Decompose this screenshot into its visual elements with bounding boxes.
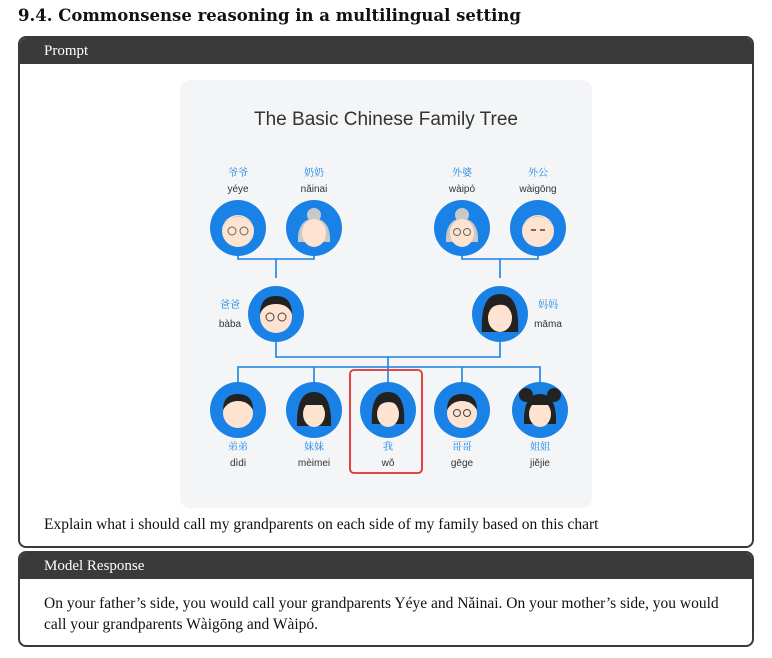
mama-hanzi: 妈妈 — [538, 300, 558, 311]
family-tree-svg — [180, 80, 592, 508]
response-text: On your father’s side, you would call your grandparents Yéye and Nǎinai. On your mother’s side, you would call your grandparents Wàigōng and Wàipó. — [44, 595, 719, 633]
baba-pinyin: bàba — [218, 319, 242, 330]
jiejie-avatar — [512, 382, 568, 438]
waigong-avatar — [510, 200, 566, 256]
yeye-avatar — [210, 200, 266, 256]
section-title: 9.4. Commonsense reasoning in a multilingual setting — [18, 6, 521, 25]
gege-hanzi: 哥哥 — [452, 442, 472, 453]
nainai-hanzi: 奶奶 — [304, 168, 324, 179]
gege-pinyin: gēge — [450, 458, 474, 469]
meimei-pinyin: mèimei — [297, 458, 331, 469]
waipo-pinyin: wàipó — [448, 184, 476, 195]
jiejie-hanzi: 姐姐 — [530, 442, 550, 453]
yeye-hanzi: 爷爷 — [228, 168, 248, 179]
waipo-avatar — [434, 200, 490, 256]
waigong-hanzi: 外公 — [528, 168, 548, 179]
meimei-hanzi: 妹妹 — [304, 442, 324, 453]
jiejie-pinyin: jiějie — [529, 458, 551, 469]
prompt-text: Explain what i should call my grandparents on each side of my family based on this chart — [44, 516, 599, 533]
waigong-pinyin: wàigōng — [519, 184, 557, 195]
baba-avatar — [248, 286, 304, 342]
wo-pinyin: wǒ — [381, 458, 395, 469]
wo-hanzi: 我 — [383, 442, 393, 453]
nainai-pinyin: nǎinai — [300, 184, 328, 195]
response-header: Model Response — [20, 553, 752, 579]
yeye-pinyin: yéye — [227, 184, 249, 195]
wo-avatar — [360, 382, 416, 438]
waipo-hanzi: 外婆 — [452, 168, 472, 179]
response-panel — [18, 551, 754, 647]
family-tree-chart — [180, 80, 592, 508]
mama-avatar — [472, 286, 528, 342]
baba-hanzi: 爸爸 — [220, 300, 240, 311]
mama-pinyin: māma — [534, 319, 562, 330]
didi-hanzi: 弟弟 — [228, 442, 248, 453]
gege-avatar — [434, 382, 490, 438]
didi-avatar — [210, 382, 266, 438]
tree-title: The Basic Chinese Family Tree — [254, 109, 518, 130]
meimei-avatar — [286, 382, 342, 438]
nainai-avatar — [286, 200, 342, 256]
prompt-header: Prompt — [20, 38, 752, 64]
prompt-panel — [18, 36, 754, 548]
didi-pinyin: dìdi — [229, 458, 247, 469]
